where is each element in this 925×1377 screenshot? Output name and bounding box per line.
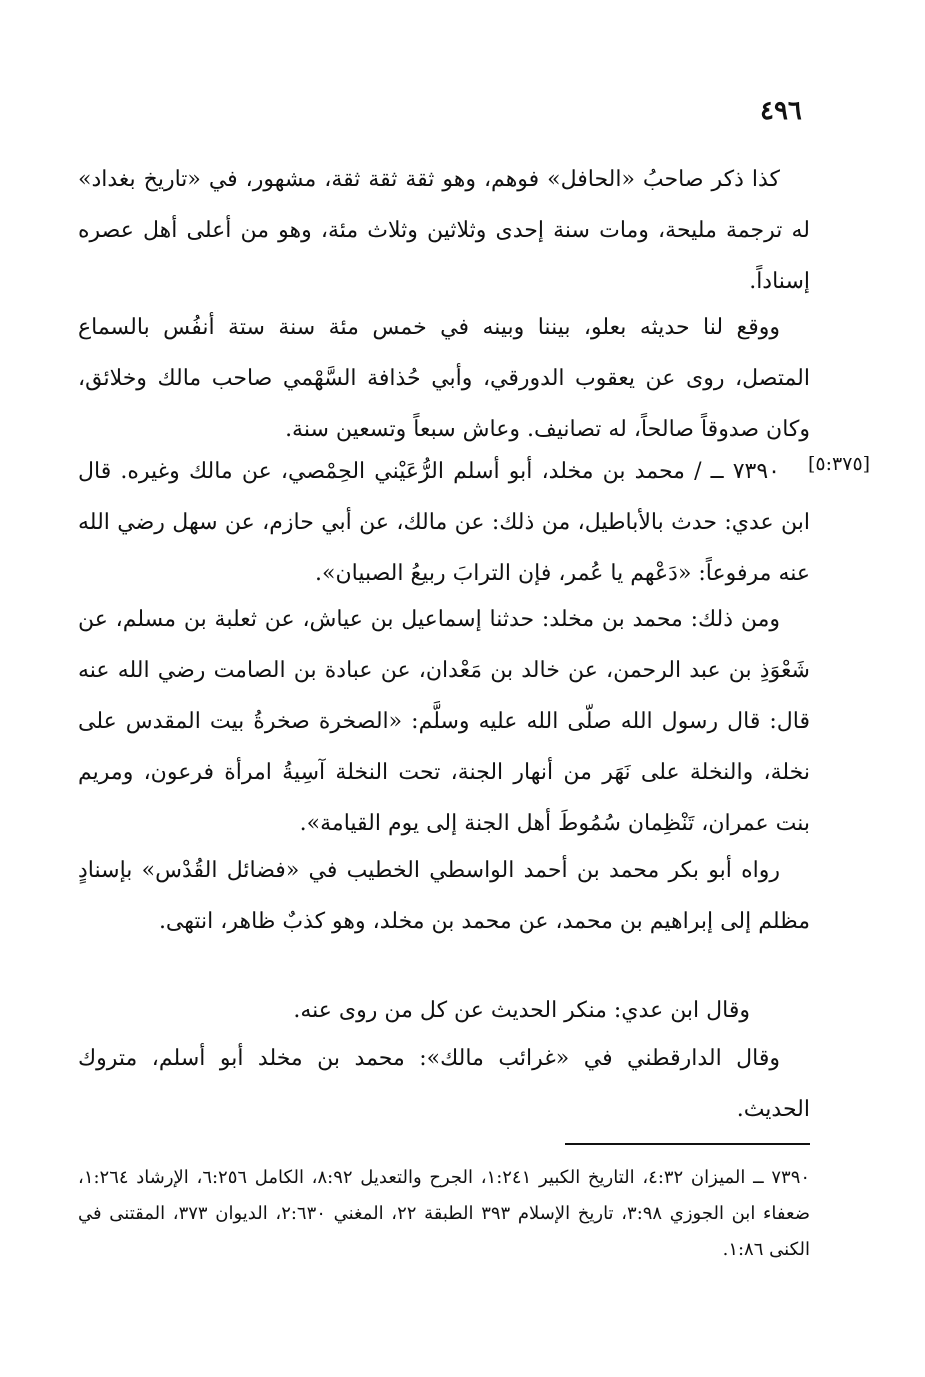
entry-paragraph: ٧٣٩٠ ــ / محمد بن مخلد، أبو أسلم الرُّعَيْني الحِمْصي، عن مالك وغيره. قال ابن عدي: حدث بالأباطيل، من ذلك: عن مالك، عن أبي حازم، عن سهل رضي الله عنه مرفوعاً: «دَعْهم يا عُمر، فإن الترابَ ربيعُ الصبيان». [78,459,810,586]
paragraph: وقال ابن عدي: منكر الحديث عن كل من روى عنه. [293,998,750,1023]
main-text [78,985,810,1036]
main-text [78,594,810,849]
paragraph: وقال الدارقطني في «غرائب مالك»: محمد بن مخلد أبو أسلم، متروك الحديث. [78,1046,810,1122]
page-number: ٤٩٦ [760,96,802,126]
paragraph: كذا ذكر صاحبُ «الحافل» فوهم، وهو ثقة ثقة ثقة، مشهور، في «تاريخ بغداد» له ترجمة مليحة، ومات سنة إحدى وثلاثين وثلاث مئة، وهو من أعلى أهل عصره إسناداً. [78,167,810,294]
paragraph: ووقع لنا حديثه بعلو، بيننا وبينه في خمس مئة سنة ستة أنفُس بالسماع المتصل، روى عن يعقوب الدورقي، وأبي حُذافة السَّهْمي صاحب مالك وخلائق، وكان صدوقاً صالحاً، له تصانيف. وعاش سبعاً وتسعين سنة. [78,315,810,442]
main-text [78,446,810,599]
footnotes [78,1160,810,1268]
main-text [78,845,810,947]
main-text [78,302,810,455]
paragraph: ومن ذلك: محمد بن مخلد: حدثنا إسماعيل بن عياش، عن ثعلبة بن مسلم، عن شَعْوَذِ بن عبد الرحمن، عن خالد بن مَعْدان، عن عبادة بن الصامت رضي الله عنه قال: قال رسول الله صلّى الله عليه وسلَّم: «الصخرة صخرةُ بيت المقدس على نخلة، والنخلة على نَهَر من أنهار الجنة، تحت النخلة آسِيةُ امرأة فرعون، ومريم بنت عمران، تَنْظِمان سُمُوطَ أهل الجنة إلى يوم القيامة». [78,607,810,836]
main-text [78,1033,810,1135]
main-text [78,154,810,307]
footnote-divider [565,1143,810,1145]
paragraph: رواه أبو بكر محمد بن أحمد الواسطي الخطيب في «فضائل القُدْس» بإسنادٍ مظلم إلى إبراهيم بن محمد، عن محمد بن مخلد، وهو كذبٌ ظاهر، انتهى. [78,858,810,934]
margin-reference: [٥:٣٧٥] [808,453,871,475]
footnote-text: ٧٣٩٠ ــ الميزان ٤:٣٢، التاريخ الكبير ١:٢٤١، الجرح والتعديل ٨:٩٢، الكامل ٦:٢٥٦، الإرشاد ١:٢٦٤، ضعفاء ابن الجوزي ٣:٩٨، تاريخ الإسلام ٣٩٣ الطبقة ٢٢، المغني ٢:٦٣٠، الديوان ٣٧٣، المقتنى في الكنى ١:٨٦. [78,1167,811,1260]
